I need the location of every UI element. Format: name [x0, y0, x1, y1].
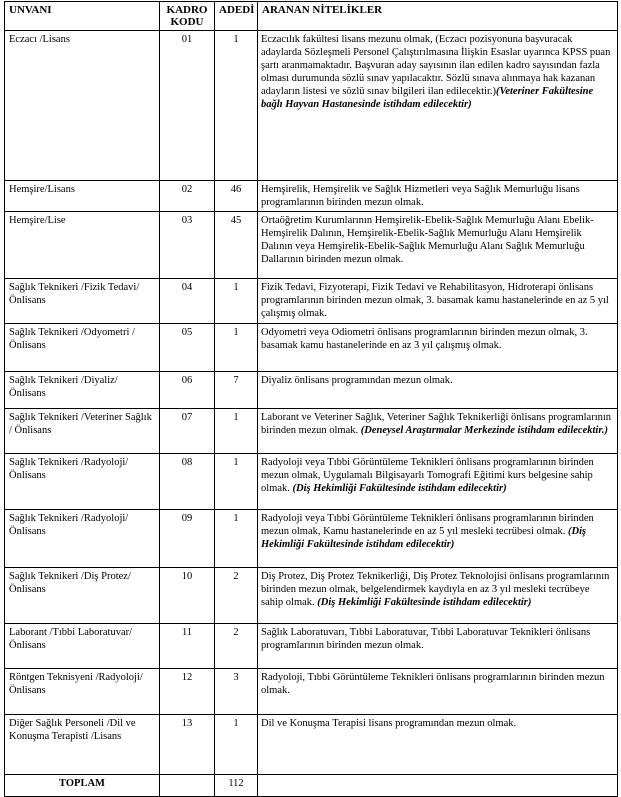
- requirements-text: Radyoloji veya Tıbbi Görüntüleme Teknikleri önlisans programlarının birinden mezun olmak, Kamu hastanelerinde en az 5 yıl mesleki tecrübesi olmak.: [261, 513, 594, 537]
- table-row: [5, 279, 618, 324]
- position-count: 1: [215, 324, 258, 372]
- table-row: [5, 454, 618, 510]
- position-requirements: [258, 669, 618, 715]
- requirements-note: (Diş Hekimliği Fakültesinde istihdam edilecektir): [317, 597, 532, 608]
- position-requirements: [258, 715, 618, 775]
- position-title: Sağlık Teknikeri /Diş Protez/ Önlisans: [5, 568, 160, 624]
- position-requirements: [258, 624, 618, 669]
- requirements-note: (Diş Hekimliği Fakültesinde istihdam edilecektir): [261, 526, 587, 550]
- position-requirements: [258, 454, 618, 510]
- position-code: 10: [160, 568, 215, 624]
- requirements-text: Laborant ve Veteriner Sağlık, Veteriner Sağlık Teknikerliği önlisans programlarının birinden mezun olmak.: [261, 412, 612, 436]
- requirements-text: Sağlık Laboratuvarı, Tıbbi Laboratuvar, Tıbbi Laboratuvar Teknikleri önlisans programlarının birinden mezun olmak.: [261, 627, 591, 651]
- requirements-text: Eczacılık fakültesi lisans mezunu olmak, (Eczacı pozisyonuna başvuracak adaylarda Sözleşmeli Personel Çalıştırılmasına İlişkin Esaslar uyarınca KPSS puan şartı aranmamaktadır. Başvuran aday sayısının ilan edilen kadro sayısından fazla olması durumunda sözlü sınav yapılacaktır. Sözlü sınava alınmaya hak kazanan adayların listesi ve sözlü sınav bilgileri ilan edilecektir.): [261, 34, 611, 97]
- position-title: Sağlık Teknikeri /Diyaliz/ Önlisans: [5, 372, 160, 409]
- position-code: 08: [160, 454, 215, 510]
- position-count: 1: [215, 510, 258, 568]
- requirements-text: Hemşirelik, Hemşirelik ve Sağlık Hizmetleri veya Sağlık Memurluğu lisans programlarının birinden mezun olmak.: [261, 184, 580, 208]
- requirements-note: (Deneysel Araştırmalar Merkezinde istihdam edilecektir.): [360, 425, 608, 436]
- position-title: Sağlık Teknikeri /Veteriner Sağlık / Önlisans: [5, 409, 160, 454]
- requirements-note: (Diş Hekimliği Fakültesinde istihdam edilecektir): [292, 483, 507, 494]
- requirements-text: Diyaliz önlisans programından mezun olmak.: [261, 375, 453, 386]
- requirements-text: Dil ve Konuşma Terapisi lisans programından mezun olmak.: [261, 718, 517, 729]
- table-row: [5, 372, 618, 409]
- position-count: 45: [215, 212, 258, 279]
- requirements-text: Diş Protez, Diş Protez Teknikerliği, Diş Protez Teknolojisi önlisans programlarının birinden mezun olmak, belgelendirmek kaydıyla en az 3 yıl mesleki tecrübeye sahip olmak.: [261, 571, 610, 608]
- table-header-row: [5, 2, 618, 31]
- position-title: Sağlık Teknikeri /Radyoloji/ Önlisans: [5, 510, 160, 568]
- position-title: Laborant /Tıbbi Laboratuvar/ Önlisans: [5, 624, 160, 669]
- total-requirements-empty: [258, 775, 618, 797]
- document-page: [4, 1, 618, 797]
- table-row: [5, 669, 618, 715]
- position-code: 01: [160, 31, 215, 181]
- staff-positions-table: [4, 1, 618, 797]
- position-requirements: [258, 31, 618, 181]
- table-row: [5, 31, 618, 181]
- position-title: Hemşire/Lisans: [5, 181, 160, 212]
- position-code: 07: [160, 409, 215, 454]
- position-requirements: [258, 372, 618, 409]
- requirements-text: Fizik Tedavi, Fizyoterapi, Fizik Tedavi ve Rehabilitasyon, Hidroterapi önlisans programlarının birinden mezun olmak, 3. basamak kamu hastanelerinde en az 5 yıl çalışmış olmak.: [261, 282, 609, 319]
- table-row: [5, 324, 618, 372]
- position-requirements: [258, 279, 618, 324]
- position-code: 02: [160, 181, 215, 212]
- header-code: KADRO KODU: [160, 2, 215, 31]
- position-count: 1: [215, 279, 258, 324]
- position-count: 1: [215, 409, 258, 454]
- position-code: 11: [160, 624, 215, 669]
- total-row: [5, 775, 618, 797]
- position-code: 09: [160, 510, 215, 568]
- position-count: 1: [215, 715, 258, 775]
- requirements-text: Ortaöğretim Kurumlarının Hemşirelik-Ebelik-Sağlık Memurluğu Alanı Ebelik-Hemşirelik Dalının, Hemşirelik-Ebelik-Sağlık Memurluğu Alanı Hemşirelik Dalının veya Hemşirelik-Ebelik-Sağlık Memurluğu Alanı Sağlık Memurluğu Dallarının birinden mezun olmak.: [261, 215, 594, 265]
- position-requirements: [258, 568, 618, 624]
- table-row: [5, 212, 618, 279]
- position-count: 46: [215, 181, 258, 212]
- position-count: 2: [215, 568, 258, 624]
- table-row: [5, 715, 618, 775]
- position-requirements: [258, 324, 618, 372]
- header-requirements: ARANAN NİTELİKLER: [258, 2, 618, 31]
- position-title: Röntgen Teknisyeni /Radyoloji/ Önlisans: [5, 669, 160, 715]
- total-code-empty: [160, 775, 215, 797]
- table-row: [5, 510, 618, 568]
- header-count: ADEDİ: [215, 2, 258, 31]
- position-count: 1: [215, 454, 258, 510]
- position-code: 05: [160, 324, 215, 372]
- position-title: Hemşire/Lise: [5, 212, 160, 279]
- position-requirements: [258, 181, 618, 212]
- requirements-text: Radyoloji, Tıbbi Görüntüleme Teknikleri önlisans programlarının birinden mezun olmak.: [261, 672, 605, 696]
- position-requirements: [258, 510, 618, 568]
- table-row: [5, 568, 618, 624]
- position-count: 3: [215, 669, 258, 715]
- position-code: 06: [160, 372, 215, 409]
- position-count: 1: [215, 31, 258, 181]
- table-row: [5, 624, 618, 669]
- position-requirements: [258, 409, 618, 454]
- position-title: Sağlık Teknikeri /Fizik Tedavi/ Önlisans: [5, 279, 160, 324]
- header-title: UNVANI: [5, 2, 160, 31]
- total-count: 112: [215, 775, 258, 797]
- position-code: 04: [160, 279, 215, 324]
- requirements-note: (Veteriner Fakültesine bağlı Hayvan Hastanesinde istihdam edilecektir): [261, 86, 594, 110]
- position-code: 03: [160, 212, 215, 279]
- position-title: Sağlık Teknikeri /Radyoloji/ Önlisans: [5, 454, 160, 510]
- position-code: 13: [160, 715, 215, 775]
- requirements-text: Radyoloji veya Tıbbi Görüntüleme Teknikleri önlisans programlarının birinden mezun olmak, Uygulamalı Bilgisayarlı Tomografi Eğitimi kurs belgesine sahip olmak.: [261, 457, 594, 494]
- position-count: 7: [215, 372, 258, 409]
- position-title: Sağlık Teknikeri /Odyometri /Önlisans: [5, 324, 160, 372]
- position-code: 12: [160, 669, 215, 715]
- requirements-text: Odyometri veya Odiometri önlisans programlarının birinden mezun olmak, 3. basamak kamu hastanelerinde en az 3 yıl çalışmış olmak.: [261, 327, 588, 351]
- table-row: [5, 181, 618, 212]
- position-requirements: [258, 212, 618, 279]
- position-title: Eczacı /Lisans: [5, 31, 160, 181]
- position-count: 2: [215, 624, 258, 669]
- table-row: [5, 409, 618, 454]
- total-label: TOPLAM: [5, 775, 160, 797]
- position-title: Diğer Sağlık Personeli /Dil ve Konuşma Terapisti /Lisans: [5, 715, 160, 775]
